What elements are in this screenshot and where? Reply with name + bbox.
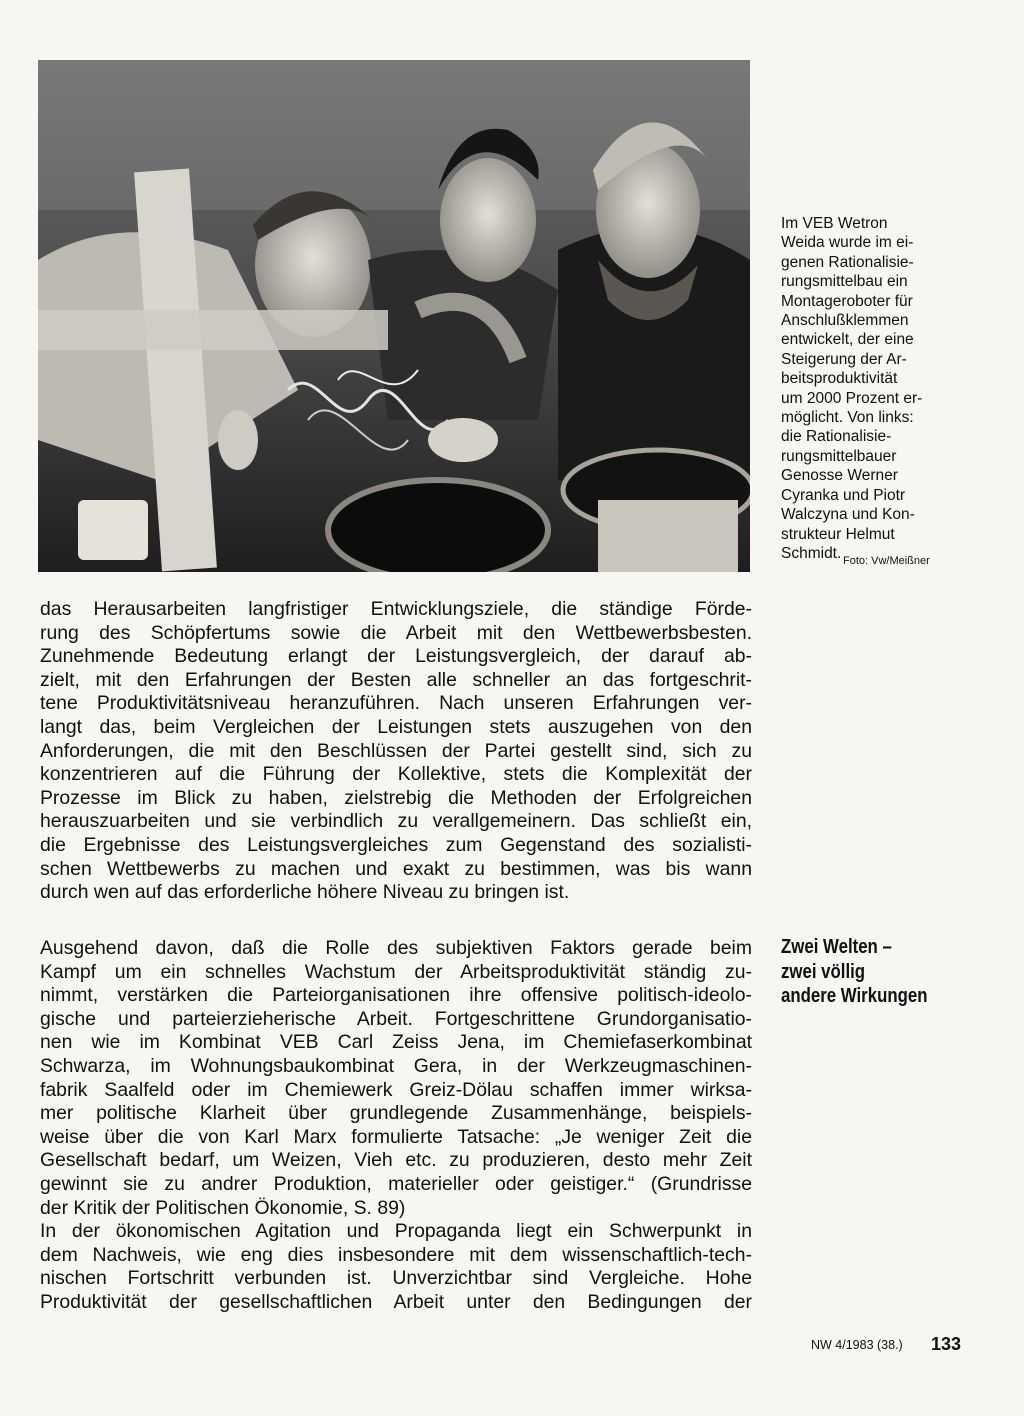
caption-line: möglicht. Von links: [781, 409, 914, 427]
caption-line: Montageroboter für [781, 292, 913, 310]
caption-line: rungsmittelbauer [781, 447, 897, 465]
caption-line: Walczyna und Kon- [781, 506, 915, 524]
text-line: nen wie im Kombinat VEB Carl Zeiss Jena, im Chemiefaserkombinat [40, 1031, 752, 1054]
caption-line: Cyranka und Piotr [781, 486, 906, 504]
text-line: zielt, mit den Erfahrungen der Besten alle schneller an das fortgeschrit- [40, 668, 752, 691]
text-line: nischen Fortschritt verbunden ist. Unverzichtbar sind Vergleiche. Hohe [40, 1267, 752, 1290]
text-line: der Kritik der Politischen Ökonomie, S. 89) [40, 1196, 406, 1219]
text-line: schen Wettbewerbs zu machen und exakt zu bestimmen, was bis wann [40, 857, 752, 880]
text-line: fabrik Saalfeld oder im Chemiewerk Greiz-Dölau schaffen immer wirksa- [40, 1078, 752, 1101]
text-line: das Herausarbeiten langfristiger Entwicklungsziele, die ständige Förde- [40, 598, 752, 620]
issue-label: NW 4/1983 (38.) [811, 1338, 903, 1352]
text-line: Prozesse im Blick zu haben, zielstrebig die Methoden der Erfolgreichen [40, 786, 752, 809]
body-paragraph-2 [40, 937, 752, 1315]
caption-line: strukteur Helmut [781, 525, 895, 543]
caption-line: Steigerung der Ar- [781, 350, 907, 368]
caption-line: Genosse Werner [781, 467, 898, 485]
text-line: Schwarza, im Wohnungsbaukombinat Gera, in der Werkzeugmaschinen- [40, 1054, 752, 1077]
text-line: Gesellschaft bedarf, um Weizen, Vieh etc. zu produzieren, desto mehr Zeit [40, 1149, 752, 1172]
caption-line: Weida wurde im ei- [781, 234, 914, 252]
text-line: nimmt, verstärken die Parteiorganisationen ihre offensive politisch-ideolo- [40, 984, 752, 1007]
text-line: durch wen auf das erforderliche höhere Niveau zu bringen ist. [40, 881, 570, 904]
body-paragraph-1 [40, 598, 752, 905]
caption-line: um 2000 Prozent er- [781, 389, 923, 407]
text-line: rung des Schöpfertums sowie die Arbeit mit den Wettbewerbsbesten. [40, 621, 752, 644]
text-line: die Ergebnisse des Leistungsvergleiches zum Gegenstand des sozialisti- [40, 833, 752, 856]
photo-caption [781, 214, 981, 563]
caption-line: Im VEB Wetron [781, 215, 888, 232]
photo-workers-robot [38, 60, 750, 572]
caption-line: beitsproduktivität [781, 370, 898, 388]
text-line: mer politische Klarheit über grundlegende Zusammenhänge, beispiels- [40, 1102, 752, 1125]
side-heading-line: andere Wirkungen [781, 984, 928, 1007]
text-line: gewinnt sie zu andrer Produktion, materieller oder geistiger.“ (Grundrisse [40, 1172, 752, 1195]
text-line: gische und parteierzieherische Arbeit. Fortgeschrittene Grundorganisatio- [40, 1007, 752, 1030]
text-line: langt das, beim Vergleichen der Leistungen stets auszugehen von den [40, 715, 752, 738]
caption-line: rungsmittelbau ein [781, 273, 908, 291]
caption-line: Anschlußklemmen [781, 312, 909, 330]
caption-line: die Rationalisie- [781, 428, 892, 446]
text-line: weise über die von Karl Marx formulierte Tatsache: „Je weniger Zeit die [40, 1125, 752, 1148]
text-line: Produktivität der gesellschaftlichen Arbeit unter den Bedingungen der [40, 1290, 752, 1313]
text-line: dem Nachweis, wie eng dies insbesondere mit dem wissenschaftlich-tech- [40, 1243, 752, 1266]
caption-line: entwickelt, der eine [781, 331, 914, 349]
page-number: 133 [931, 1334, 962, 1354]
text-line: In der ökonomischen Agitation und Propaganda liegt ein Schwerpunkt in [40, 1220, 752, 1243]
side-heading [781, 935, 945, 1009]
caption-line: Schmidt. [781, 544, 842, 562]
text-line: herauszuarbeiten und sie verbindlich zu verallgemeinern. Das schließt ein, [40, 810, 752, 833]
text-line: Anforderungen, die mit den Beschlüssen der Partei gestellt sind, sich zu [40, 739, 752, 762]
text-line: Ausgehend davon, daß die Rolle des subjektiven Faktors gerade beim [40, 937, 752, 959]
caption-line: genen Rationalisie- [781, 253, 914, 271]
side-heading-line: Zwei Welten – [781, 935, 892, 958]
text-line: Zunehmende Bedeutung erlangt der Leistungsvergleich, der darauf ab- [40, 645, 752, 668]
photo-credit: Foto: Vw/Meißner [843, 555, 930, 567]
text-line: tene Produktivitätsniveau heranzuführen. Nach unseren Erfahrungen ver- [40, 692, 752, 715]
text-line: Kampf um ein schnelles Wachstum der Arbeitsproduktivität ständig zu- [40, 960, 752, 983]
side-heading-line: zwei völlig [781, 959, 866, 983]
text-line: konzentrieren auf die Führung der Kollektive, stets die Komplexität der [40, 763, 752, 786]
photo-image [38, 60, 750, 572]
